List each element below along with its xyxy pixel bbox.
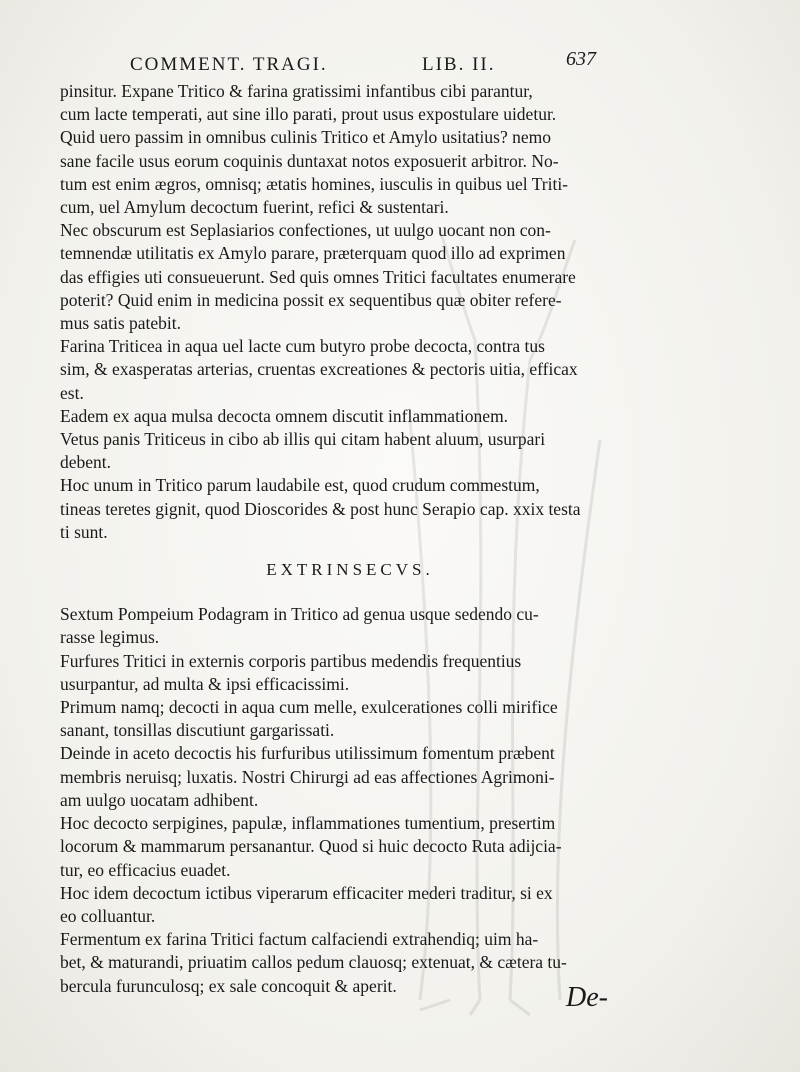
text-line: Vetus panis Triticeus in cibo ab illis qui citam habent aluum, usurpari xyxy=(60,429,546,450)
text-body xyxy=(60,80,660,998)
paragraph xyxy=(60,812,660,882)
text-line: membris neruisq; luxatis. Nostri Chirurgi ad eas affectiones Agrimoni- xyxy=(60,766,555,787)
text-line: mus satis patebit. xyxy=(60,313,182,334)
text-line: tum est enim ægros, omnisq; ætatis homines, iusculis in quibus uel Triti- xyxy=(60,173,569,194)
paragraph xyxy=(60,405,660,428)
paragraph xyxy=(60,696,660,742)
text-line: cum lacte temperati, aut sine illo parati, prout usus expostulare uidetur. xyxy=(60,104,557,125)
text-line: Farina Triticea in aqua uel lacte cum butyro probe decocta, contra tus xyxy=(60,336,545,357)
text-line: ti sunt. xyxy=(60,521,108,542)
book-number: LIB. II. xyxy=(422,54,496,75)
text-line: eo colluantur. xyxy=(60,905,156,926)
paragraph xyxy=(60,335,660,405)
text-line: debent. xyxy=(60,452,112,473)
text-line: Deinde in aceto decoctis his furfuribus utilissimum fomentum præbent xyxy=(60,743,555,764)
text-line: bercula furunculosq; ex sale concoquit & aperit. xyxy=(60,975,397,996)
page-number: 637 xyxy=(566,48,596,70)
text-line: locorum & mammarum persanantur. Quod si huic decocto Ruta adijcia- xyxy=(60,836,562,857)
text-line: sim, & exasperatas arterias, cruentas excreationes & pectoris uitia, efficax xyxy=(60,359,578,380)
text-line: tineas teretes gignit, quod Dioscorides & post hunc Serapio cap. xxix testa xyxy=(60,498,581,519)
text-line: am uulgo uocatam adhibent. xyxy=(60,789,259,810)
text-line: Primum namq; decocti in aqua cum melle, exulcerationes colli mirifice xyxy=(60,697,558,718)
paragraph xyxy=(60,80,660,126)
running-header xyxy=(130,48,630,82)
text-line: usurpantur, ad multa & ipsi efficacissimi. xyxy=(60,673,350,694)
text-line: das effigies uti consueuerunt. Sed quis omnes Tritici facultates enumerare xyxy=(60,266,576,287)
paragraphs-before-section xyxy=(60,80,660,544)
paragraph xyxy=(60,428,660,474)
text-line: cum, uel Amylum decoctum fuerint, refici & sustentari. xyxy=(60,197,449,218)
text-line: Fermentum ex farina Tritici factum calfaciendi extrahendiq; uim ha- xyxy=(60,929,539,950)
text-line: poterit? Quid enim in medicina possit ex sequentibus quæ obiter refere- xyxy=(60,289,562,310)
text-line: Hoc decocto serpigines, papulæ, inflammationes tumentium, presertim xyxy=(60,813,556,834)
text-line: Furfures Tritici in externis corporis partibus medendis frequentius xyxy=(60,650,522,671)
text-line: temnendæ utilitatis ex Amylo parare, præterquam quod illo ad exprimen xyxy=(60,243,566,264)
paragraph xyxy=(60,474,660,544)
paragraph xyxy=(60,742,660,812)
text-line: pinsitur. Expane Tritico & farina gratissimi infantibus cibi parantur, xyxy=(60,81,533,101)
text-line: Hoc idem decoctum ictibus viperarum efficaciter mederi traditur, si ex xyxy=(60,882,553,903)
text-line: bet, & maturandi, priuatim callos pedum clauosq; extenuat, & cætera tu- xyxy=(60,952,567,973)
text-line: tur, eo efficacius euadet. xyxy=(60,859,231,880)
text-line: Eadem ex aqua mulsa decocta omnem discutit inflammationem. xyxy=(60,405,509,426)
text-line: Quid uero passim in omnibus culinis Tritico et Amylo usitatius? nemo xyxy=(60,127,551,148)
paragraph xyxy=(60,882,660,928)
text-line: Hoc unum in Tritico parum laudabile est, quod crudum commestum, xyxy=(60,475,540,496)
paragraph xyxy=(60,219,660,335)
text-line: est. xyxy=(60,382,84,403)
text-line: rasse legimus. xyxy=(60,627,160,648)
paragraph xyxy=(60,126,660,219)
text-line: sanant, tonsillas discutiunt gargarissati. xyxy=(60,720,335,741)
text-line: sane facile usus eorum coquinis duntaxat notos exposuerit arbitror. No- xyxy=(60,150,559,171)
running-head-title: COMMENT. TRAGI. xyxy=(130,54,328,75)
catchword: De- xyxy=(566,982,608,1013)
text-line: Nec obscurum est Seplasiarios confectiones, ut uulgo uocant non con- xyxy=(60,220,551,241)
section-heading: EXTRINSECVS. xyxy=(266,560,434,580)
text-line: Sextum Pompeium Podagram in Tritico ad genua usque sedendo cu- xyxy=(60,604,539,625)
paragraph xyxy=(60,603,660,649)
paragraphs-after-section xyxy=(60,603,660,997)
paragraph xyxy=(60,650,660,696)
